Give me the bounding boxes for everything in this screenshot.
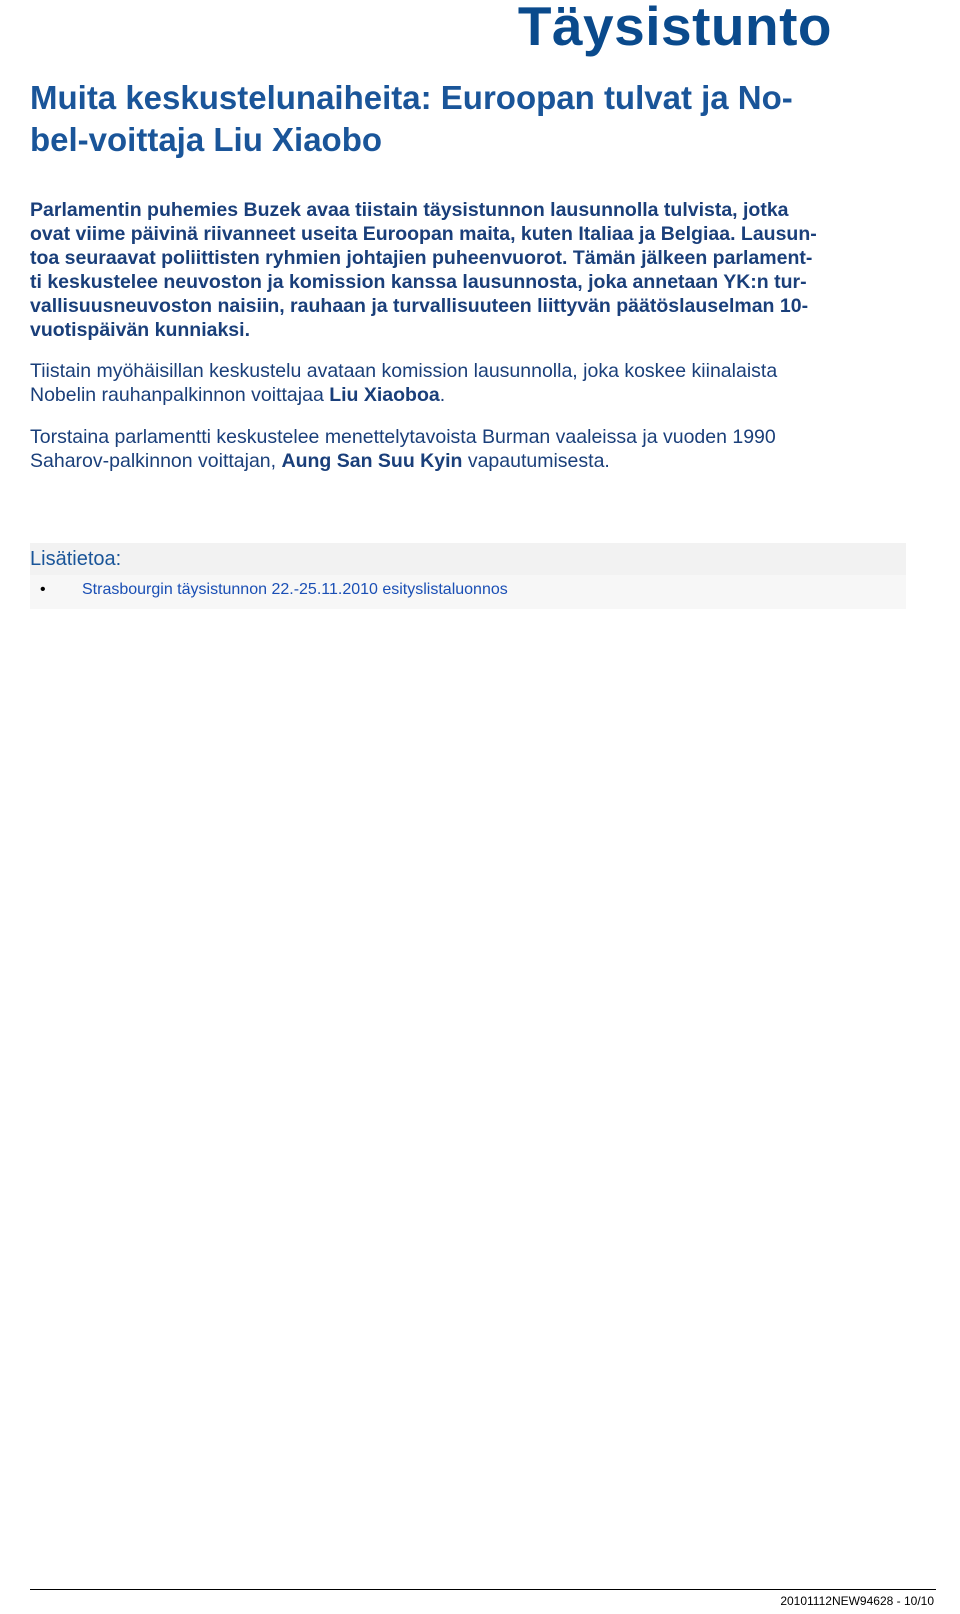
more-info-heading: Lisätietoa: — [30, 548, 122, 570]
paragraph-text: Nobelin rauhanpalkinnon voittajaa — [30, 384, 330, 406]
intro-line: vuotispäivän kunniaksi. — [30, 319, 250, 341]
intro-line: toa seuraavat poliittisten ryhmien johtajien puheenvuorot. Tämän jälkeen parlament- — [30, 247, 813, 269]
body-paragraph-liu-xiaobo — [30, 359, 920, 407]
paragraph-line: Tiistain myöhäisillan keskustelu avataan komission lausunnolla, joka koskee kiinalaista — [30, 360, 778, 382]
footer-doc-reference: 20101112NEW94628 - 10/10 — [780, 1594, 934, 1608]
footer-divider — [30, 1589, 936, 1590]
paragraph-line — [30, 449, 920, 473]
emphasis-name: Liu Xiaoboa — [329, 384, 440, 406]
intro-line: ti keskustelee neuvoston ja komission kanssa lausunnosta, joka annetaan YK:n tur- — [30, 271, 807, 293]
intro-line: Parlamentin puhemies Buzek avaa tiistain täysistunnon lausunnolla tulvista, jotka — [30, 199, 789, 221]
list-item — [30, 575, 906, 609]
intro-line: ovat viime päivinä riivanneet useita Euroopan maita, kuten Italiaa ja Belgiaa. Lausun- — [30, 223, 817, 245]
headline-line: bel-voittaja Liu Xiaobo — [30, 121, 383, 158]
intro-line: vallisuusneuvoston naisiin, rauhaan ja turvallisuuteen liittyvän päätöslauselman 10- — [30, 295, 809, 317]
intro-paragraph — [30, 198, 920, 342]
article-headline — [30, 77, 910, 161]
paragraph-text: vapautumisesta. — [462, 450, 610, 472]
bullet-icon: • — [40, 581, 46, 598]
headline-line: Muita keskustelunaiheita: Euroopan tulvat ja No- — [30, 79, 793, 116]
more-info-box — [30, 543, 906, 609]
section-title: Täysistunto — [517, 0, 832, 57]
paragraph-text: Saharov-palkinnon voittajan, — [30, 450, 282, 472]
agenda-link[interactable]: Strasbourgin täysistunnon 22.-25.11.2010 esityslistaluonnos — [82, 581, 508, 598]
paragraph-line — [30, 383, 920, 407]
paragraph-text: . — [439, 384, 446, 406]
emphasis-name: Aung San Suu Kyin — [281, 450, 463, 472]
body-paragraph-burma — [30, 425, 920, 473]
paragraph-line: Torstaina parlamentti keskustelee menettelytavoista Burman vaaleissa ja vuoden 1990 — [30, 426, 776, 448]
